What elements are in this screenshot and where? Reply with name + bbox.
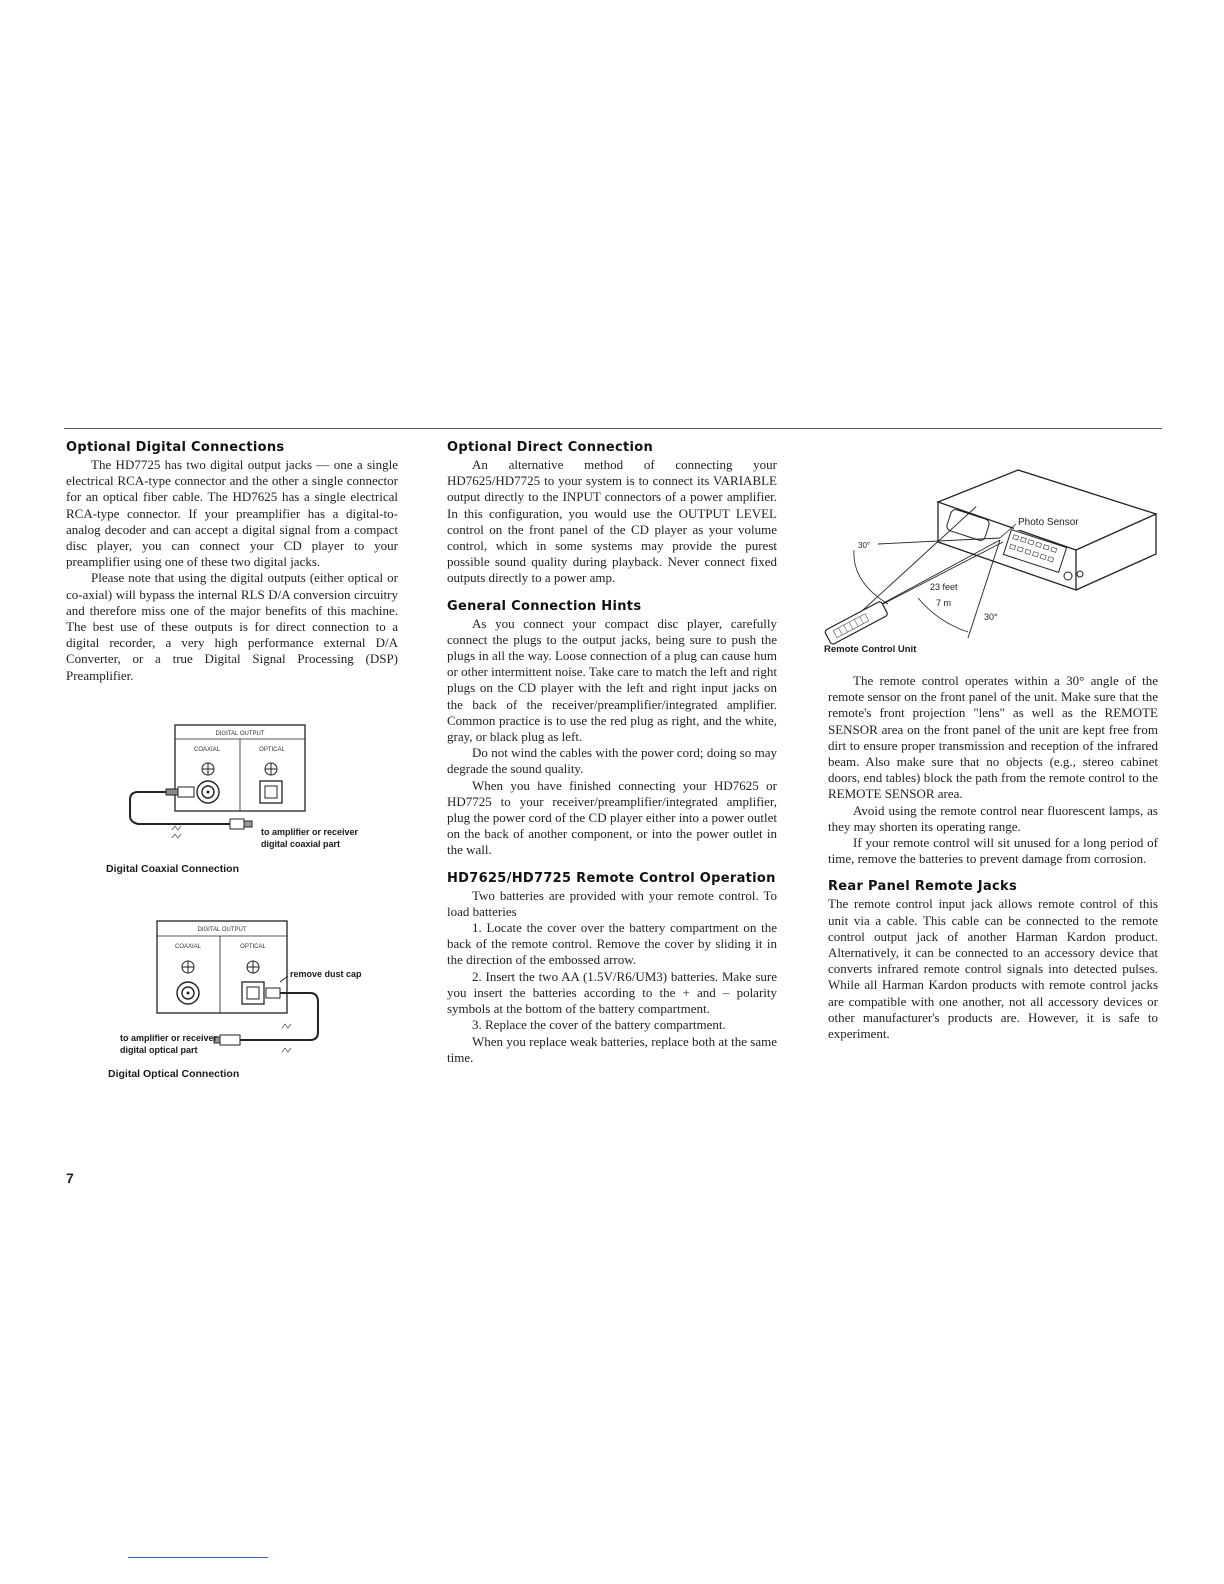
column-middle <box>447 440 777 1066</box>
paragraph: An alternative method of connecting your HD7625/HD7725 to your system is to connect its VARIABLE output directly to the INPUT connectors of a power amplifier. In this configuration, you would use the OUTPUT LEVEL control on the front panel of the CD player as your volume control, which in some systems may provide the purest possible sound quality during playback. Never connect fixed outputs directly to a power amp. <box>447 457 777 586</box>
panel-title: DIGITAL OUTPUT <box>197 927 247 933</box>
optical-label: OPTICAL <box>240 944 266 950</box>
bottom-link-line <box>128 1557 268 1558</box>
header-rule <box>64 428 1162 429</box>
paragraph: When you replace weak batteries, replace both at the same time. <box>447 1033 777 1065</box>
optical-note: to amplifier or receiver digital optical part <box>120 1033 218 1055</box>
column-left <box>66 440 398 684</box>
paragraph: Please note that using the digital outputs (either optical or co-axial) will bypass the internal RLS D/A conversion circuitry and therefore miss one of the major benefits of this machine. The best use of these outputs is for direct connection to a digital recorder, a very high performance external D/A Converter, or a true Digital Signal Processing (DSP) Preamplifier. <box>66 570 398 683</box>
paragraph: When you have finished connecting your HD7625 or HD7725 to your receiver/preamplifier/integrated amplifier, plug the power cord of the CD player either into a power outlet on the back of another component, or into the power outlet in the wall. <box>447 777 777 858</box>
paragraph: Avoid using the remote control near fluorescent lamps, as they may shorten its operating range. <box>828 802 1158 834</box>
paragraph: The remote control operates within a 30° angle of the remote sensor on the front panel of the unit. Make sure that the remote's front projection "lens" as well as the REMOTE SENSOR area on the front panel of the unit are kept free from dirt to ensure proper transmission and reception of the infrared beam. Also make sure that no objects (e.g., stereo cabinet doors, end tables) block the path from the remote control to the REMOTE SENSOR area. <box>828 673 1158 802</box>
paragraph: Two batteries are provided with your remote control. To load batteries <box>447 887 777 919</box>
heading-optional-direct-connection: Optional Direct Connection <box>447 440 654 455</box>
coaxial-note: to amplifier or receiver digital coaxial part <box>261 827 359 849</box>
paragraph: 1. Locate the cover over the battery compartment on the back of the remote control. Remove the cover by sliding it in the direction of the embossed arrow. <box>447 920 777 968</box>
coaxial-label: COAXIAL <box>193 747 221 753</box>
distance-meters-label: 7 m <box>936 598 952 608</box>
panel-title: DIGITAL OUTPUT <box>215 731 265 737</box>
optical-label: OPTICAL <box>259 747 285 753</box>
coaxial-label: COAXIAL <box>174 944 202 950</box>
paragraph: 3. Replace the cover of the battery compartment. <box>472 1017 726 1033</box>
paragraph: If your remote control will sit unused for a long period of time, remove the batteries to prevent damage from corrosion. <box>828 835 1158 867</box>
remote-caption: Remote Control Unit <box>824 644 917 655</box>
paragraph: The remote control input jack allows remote control of this unit via a cable. This cable can be connected to the remote control output jack of another Harman Kardon product. Alternatively, it can be connected to an accessory device that converts infrared remote control signals into detected pulses. While all Harman Kardon products with remote control jacks are compatible with one another, not all accessory devices or other manufacturer's products are. However, it is safe to experiment. <box>828 896 1158 1042</box>
angle-right-label: 30° <box>984 612 998 622</box>
photo-sensor-label: Photo Sensor <box>1018 517 1079 528</box>
heading-general-connection-hints: General Connection Hints <box>447 598 642 614</box>
heading-optional-digital-connections: Optional Digital Connections <box>66 440 285 455</box>
paragraph: Do not wind the cables with the power cord; doing so may degrade the sound quality. <box>447 745 777 777</box>
optical-caption: Digital Optical Connection <box>108 1068 240 1080</box>
paragraph: As you connect your compact disc player, carefully connect the plugs to the output jacks, being sure to push the plugs in all the way. Loose connection of a plug can cause hum or other intermittent noise. Take care to match the left and right plugs on the CD player with the left and right input jacks on the back of the receiver/preamplifier/integrated amplifier. Common practice is to use the red plug as right, and the white, gray, or black plug as left. <box>447 615 777 745</box>
column-right <box>828 673 1158 1042</box>
heading-rear-panel-remote-jacks: Rear Panel Remote Jacks <box>828 879 1018 895</box>
paragraph: 2. Insert the two AA (1.5V/R6/UM3) batteries. Make sure you insert the batteries according to the + and – polarity symbols at the bottom of the battery compartment. <box>447 968 777 1017</box>
heading-remote-control-operation: HD7625/HD7725 Remote Control Operation <box>447 870 776 886</box>
distance-feet-label: 23 feet <box>930 582 958 592</box>
angle-left-label: 30° <box>858 541 871 550</box>
page-number: 7 <box>66 1170 74 1186</box>
paragraph: The HD7725 has two digital output jacks — one a single electrical RCA-type connector and the other a single connector for an optical fiber cable. The HD7625 has a single electrical RCA-type connector. If your preamplifier has a digital-to-analog decoder and can accept a digital signal from a compact disc player, you can connect your CD player to your preamplifier using one of these two digital jacks. <box>66 457 398 570</box>
coaxial-caption: Digital Coaxial Connection <box>106 863 240 875</box>
remote-sensor-diagram <box>818 462 1163 647</box>
dust-cap-label: remove dust cap <box>290 969 362 979</box>
